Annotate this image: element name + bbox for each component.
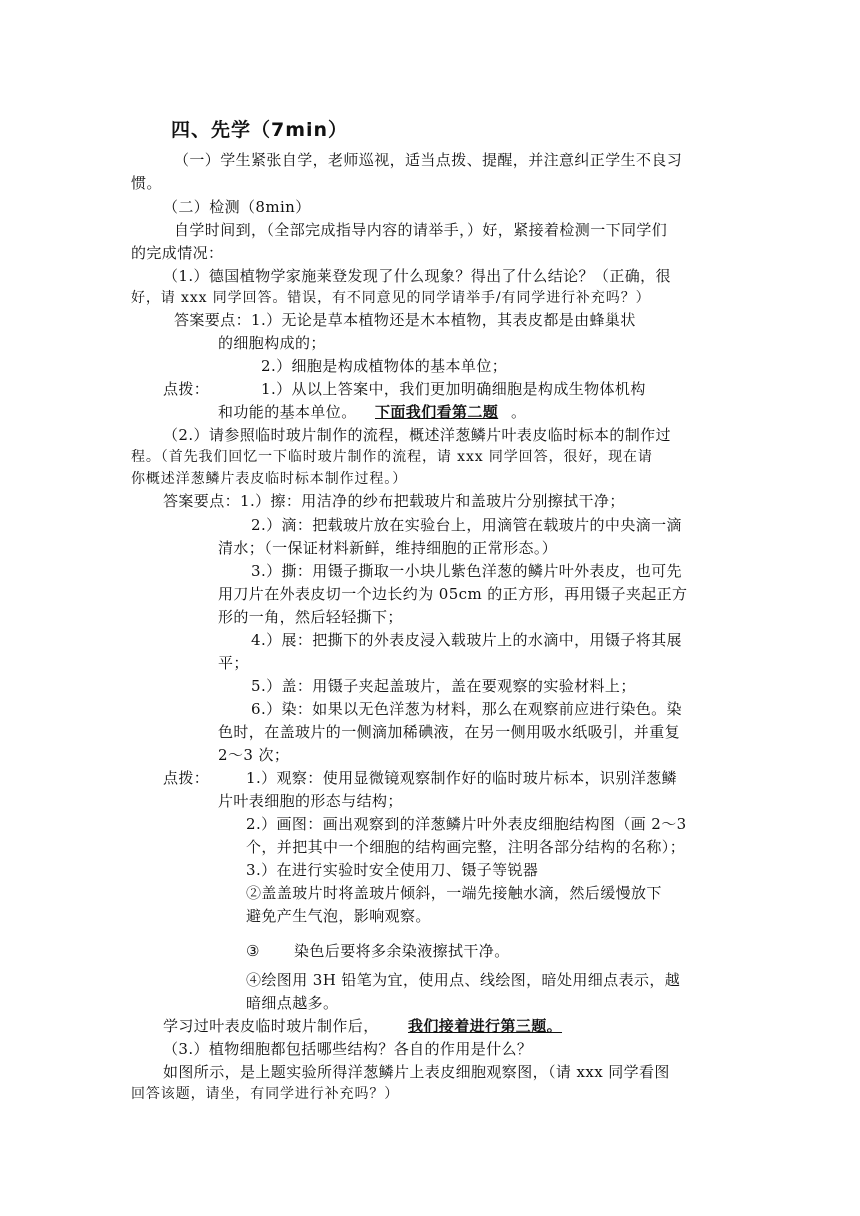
question-2: （2.）请参照临时玻片制作的流程，概述洋葱鳞片叶表皮临时标本的制作过	[163, 426, 671, 444]
text-line: 自学时间到，（全部完成指导内容的请举手，）好，紧接着检测一下同学们	[174, 221, 668, 239]
text-line: 惯。	[131, 174, 162, 192]
text-line: 2.）滴：把载玻片放在实验台上，用滴管在载玻片的中央滴一滴	[251, 516, 682, 534]
text-line: 的细胞构成的；	[218, 334, 326, 352]
answer-label: 答案要点：1.）擦：用洁净的纱布把载玻片和盖玻片分别擦拭干净；	[163, 492, 625, 510]
question-3: （3.）植物细胞都包括哪些结构？各自的作用是什么？	[163, 1040, 533, 1058]
text-line: 你概述洋葱鳞片表皮临时标本制作过程。）	[131, 471, 408, 487]
text-line: 色时，在盖玻片的一侧滴加稀碘液，在另一侧用吸水纸吸引，并重复	[218, 723, 681, 741]
text-line: 形的一角，然后轻轻撕下；	[218, 608, 403, 626]
text-line: 的完成情况：	[131, 244, 224, 262]
text-line: （二）检测（8min）	[163, 198, 311, 216]
text-line: 学习过叶表皮临时玻片制作后，	[163, 1017, 379, 1035]
text-line: 好，请 xxx 同学回答。错误，有不同意见的同学请举手/有同学进行补充吗？）	[131, 290, 651, 306]
text-line: 2～3 次；	[218, 746, 290, 764]
underlined-transition: 下面我们看第二题	[375, 403, 499, 421]
text-line: 平；	[218, 654, 249, 672]
text-line: 2.）细胞是构成植物体的基本单位；	[261, 357, 508, 375]
text-line: 如图所示，是上题实验所得洋葱鳞片上表皮细胞观察图，（请 xxx 同学看图	[163, 1063, 670, 1081]
text-line: 3.）撕：用镊子撕取一小块儿紫色洋葱的鳞片叶外表皮，也可先	[251, 562, 682, 580]
answer-label: 答案要点：1.）无论是草本植物还是木本植物，其表皮都是由蜂巢状	[174, 311, 636, 329]
text-line: 回答该题，请坐，有同学进行补充吗？）	[131, 1086, 400, 1102]
text-line: 5.）盖：用镊子夹起盖玻片，盖在要观察的实验材料上；	[251, 677, 636, 695]
text-line: 2.）画图：画出观察到的洋葱鳞片叶外表皮细胞结构图（画 2～3	[246, 815, 687, 833]
text-line: 避免产生气泡，影响观察。	[246, 907, 431, 925]
text-line: （一）学生紧张自学，老师巡视，适当点拨、提醒，并注意纠正学生不良习	[174, 151, 683, 169]
text-line: ④绘图用 3H 铅笔为宜，使用点、线绘图，暗处用细点表示，越	[246, 971, 681, 989]
text-line: ②盖盖玻片时将盖玻片倾斜，一端先接触水滴，然后缓慢放下	[246, 884, 662, 902]
text-line: 6.）染：如果以无色洋葱为材料，那么在观察前应进行染色。染	[251, 700, 682, 718]
text-line: 程。（首先我们回忆一下临时玻片制作的流程，请 xxx 同学回答，很好，现在请	[131, 449, 653, 465]
text-line: 1.）从以上答案中，我们更加明确细胞是构成生物体机构	[261, 380, 646, 398]
text-line: 染色后要将多余染液擦拭干净。	[294, 942, 510, 960]
text-line: 用刀片在外表皮切一个边长约为 05cm 的正方形，再用镊子夹起正方	[218, 585, 688, 603]
hint-label: 点拨：	[163, 769, 210, 787]
circled-number: ③	[246, 942, 260, 960]
text-line: 清水；（一保证材料新鲜，维持细胞的正常形态。）	[218, 539, 558, 557]
text-line: 个，并把其中一个细胞的结构画完整，注明各部分结构的名称）；	[246, 838, 686, 856]
text-line: 4.）展：把撕下的外表皮浸入载玻片上的水滴中，用镊子将其展	[251, 631, 682, 649]
text-line: 和功能的基本单位。	[218, 403, 357, 421]
text-line: 3.）在进行实验时安全使用刀、镊子等锐器	[246, 861, 539, 879]
underlined-transition: 我们接着进行第三题。	[408, 1017, 563, 1035]
text-line: 片叶表细胞的形态与结构；	[218, 792, 403, 810]
text-line: 暗细点越多。	[246, 994, 339, 1012]
question-1: （1.）德国植物学家施莱登发现了什么现象？得出了什么结论？（正确，很	[163, 267, 671, 285]
text-line: 。	[511, 403, 527, 421]
hint-label: 点拨：	[163, 380, 210, 398]
section-heading: 四、先学（7min）	[171, 119, 349, 141]
text-line: 1.）观察：使用显微镜观察制作好的临时玻片标本，识别洋葱鳞	[246, 769, 677, 787]
